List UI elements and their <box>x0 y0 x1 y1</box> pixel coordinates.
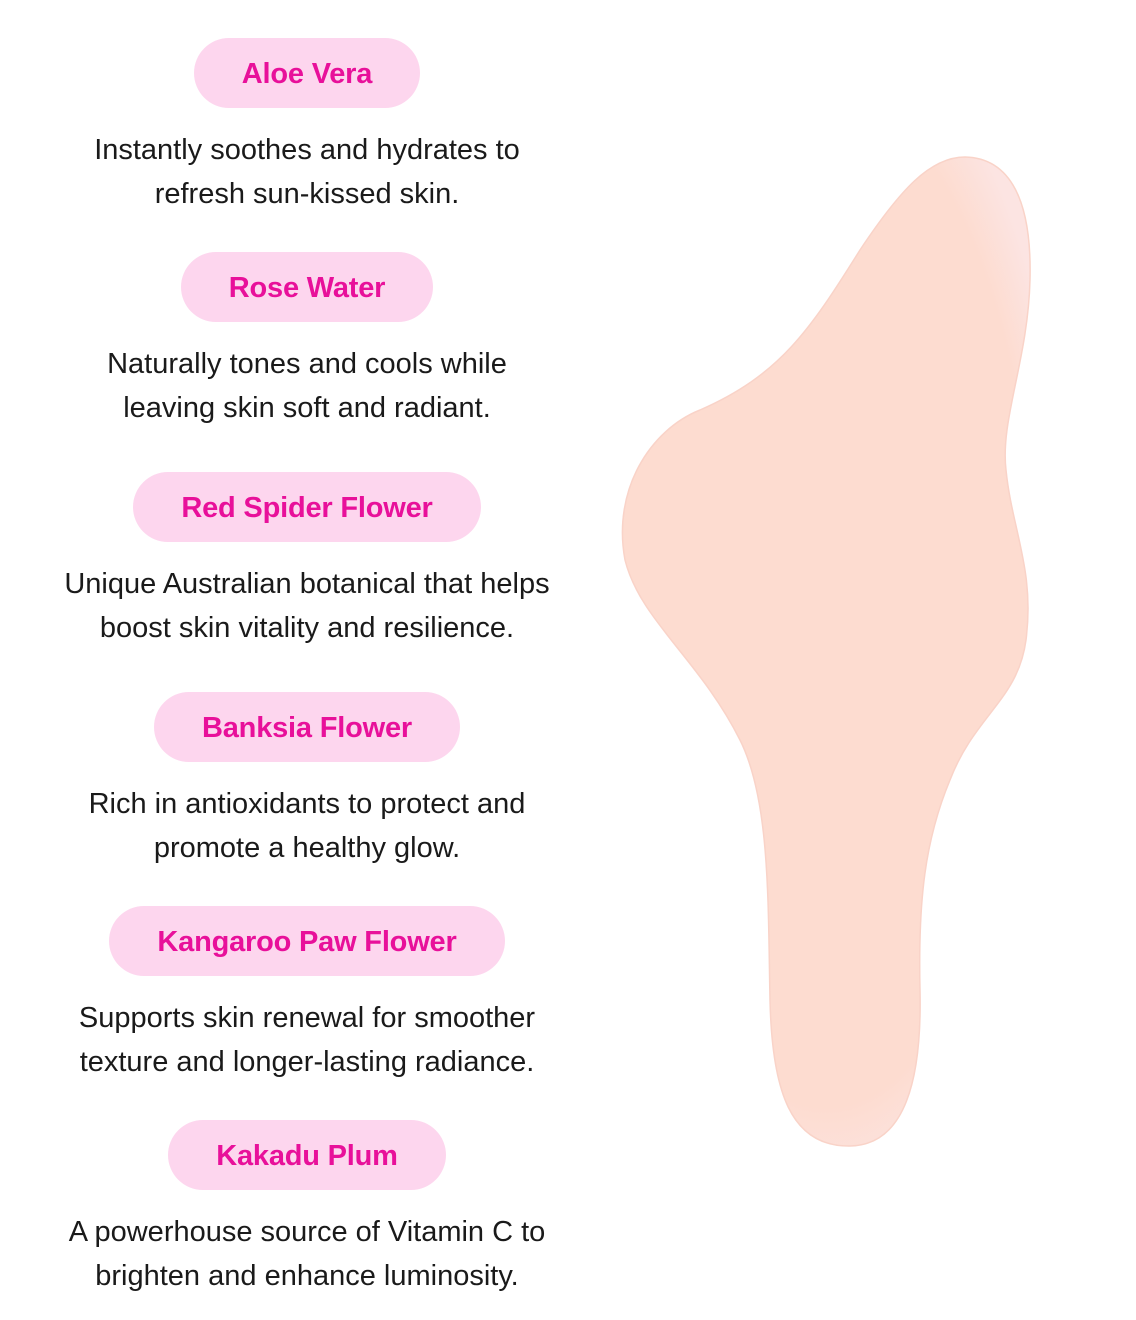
description-line: promote a healthy glow. <box>153 832 461 864</box>
description-line: Naturally tones and cools while <box>107 348 507 380</box>
description-line: Unique Australian botanical that helps <box>64 568 550 600</box>
ingredient-name-pill: Aloe Vera <box>194 38 420 108</box>
ingredient-name-pill: Red Spider Flower <box>133 472 480 542</box>
description-line: refresh sun-kissed skin. <box>154 178 460 210</box>
description-line: boost skin vitality and resilience. <box>99 612 515 644</box>
description-line: Instantly soothes and hydrates to <box>94 134 520 166</box>
swatch-shape <box>622 157 1030 1146</box>
description-line: Rich in antioxidants to protect and <box>88 788 526 820</box>
ingredient-name-pill: Kangaroo Paw Flower <box>109 906 504 976</box>
ingredient-name-pill: Kakadu Plum <box>168 1120 446 1190</box>
description-line: brighten and enhance luminosity. <box>95 1260 519 1292</box>
description-line: A powerhouse source of Vitamin C to <box>68 1216 546 1248</box>
ingredient-name-pill: Banksia Flower <box>154 692 460 762</box>
description-line: Supports skin renewal for smoother <box>78 1002 536 1034</box>
ingredient-name-pill: Rose Water <box>181 252 433 322</box>
description-line: texture and longer-lasting radiance. <box>79 1046 535 1078</box>
description-line: leaving skin soft and radiant. <box>123 392 491 424</box>
